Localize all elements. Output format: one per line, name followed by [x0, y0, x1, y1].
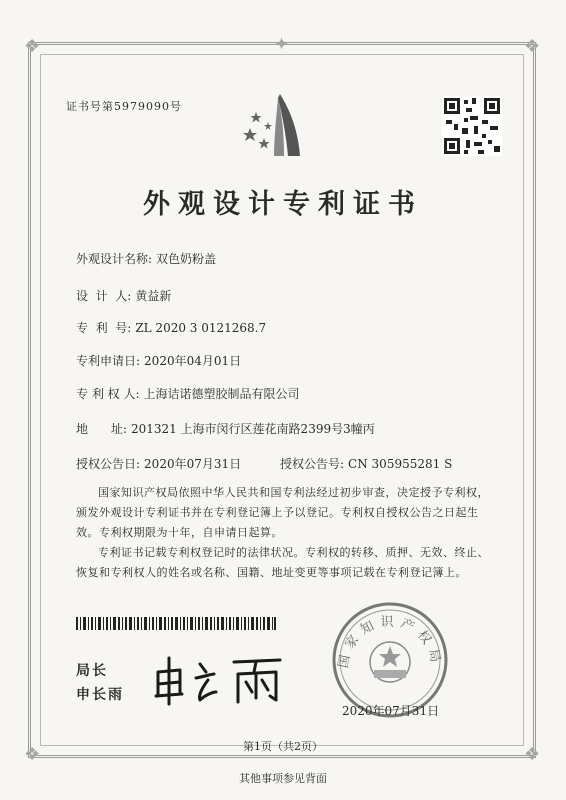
- filing-date-label: 专利申请日:: [76, 354, 141, 368]
- designer-row: [76, 287, 171, 304]
- patentee-label: 专 利 权 人:: [76, 387, 140, 401]
- grant-number-value: CN 305955281 S: [348, 457, 453, 471]
- patent-number-row: [76, 319, 266, 336]
- designer-value: 黄益新: [135, 289, 172, 303]
- corner-ornament-icon: ❖: [524, 744, 541, 765]
- address-value: 201321 上海市闵行区莲花南路2399号3幢丙: [130, 422, 375, 436]
- seal-date: 2020年07月31日: [342, 704, 440, 718]
- certificate-title: 外观设计专利证书: [143, 189, 423, 220]
- grant-number-label: 授权公告号:: [280, 457, 345, 471]
- address-label: 地 址:: [76, 422, 127, 436]
- patent-number-label: 专 利 号:: [76, 321, 132, 335]
- grant-date-row: [76, 455, 241, 472]
- legal-status-paragraph: 专利证书记载专利权登记时的法律状况。专利权的转移、质押、无效、终止、恢复和专利权人的姓名或名称、国籍、地址变更等事项记载在专利登记簿上。: [76, 546, 489, 579]
- qr-code-icon: [442, 96, 502, 156]
- signatory-role: 局长: [76, 663, 108, 679]
- patent-office-emblem-icon: [240, 90, 320, 160]
- certificate-number: 证书号第5979090号: [66, 100, 182, 113]
- handwritten-signature-icon: [150, 652, 290, 708]
- top-center-ornament-icon: ✦: [274, 34, 290, 55]
- corner-ornament-icon: ❖: [524, 36, 541, 57]
- corner-ornament-icon: ❖: [24, 744, 41, 765]
- grant-statement-paragraph: 国家知识产权局依照中华人民共和国专利法经过初步审查，决定授予专利权，颁发外观设计专利证书并在专利登记簿上予以登记。专利权自授权公告之日起生效。专利权期限为十年，自申请日起算。: [76, 486, 489, 539]
- patent-number-value: ZL 2020 3 0121268.7: [135, 321, 267, 335]
- barcode-icon: [76, 617, 276, 630]
- page-number: 第1页（共2页）: [243, 740, 323, 753]
- design-name-label: 外观设计名称:: [76, 252, 153, 266]
- footer-note: 其他事项参见背面: [239, 772, 327, 785]
- design-name-row: [76, 250, 216, 267]
- grant-number-row: [280, 455, 452, 472]
- filing-date-value: 2020年04月01日: [144, 354, 242, 368]
- seal-text: 国家知识产权局: [336, 615, 444, 670]
- patentee-row: [76, 385, 300, 402]
- signatory-name: 申长雨: [76, 687, 124, 703]
- designer-label: 设 计 人:: [76, 289, 132, 303]
- design-name-value: 双色奶粉盖: [156, 252, 217, 266]
- grant-date-value: 2020年07月31日: [144, 457, 242, 471]
- grant-date-label: 授权公告日:: [76, 457, 141, 471]
- filing-date-row: [76, 352, 241, 369]
- patentee-value: 上海诘诺德塑胶制品有限公司: [143, 387, 300, 401]
- corner-ornament-icon: ❖: [24, 36, 41, 57]
- address-row: [76, 420, 375, 437]
